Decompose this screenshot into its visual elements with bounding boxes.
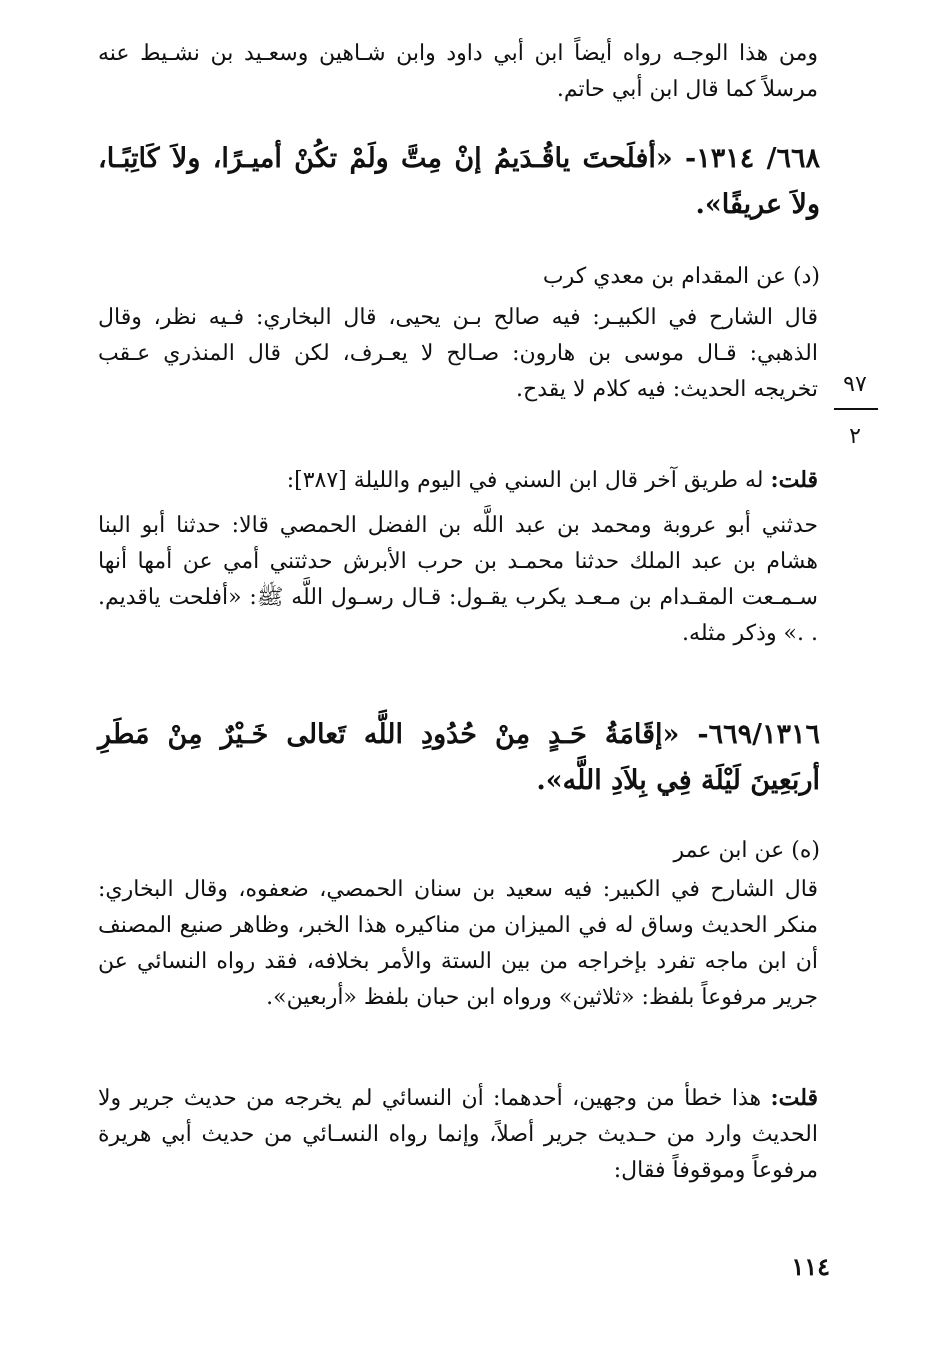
intro-paragraph: ومن هذا الوجـه رواه أيضاً ابن أبي داود وابن شـاهين وسعـيد بن نشـيط عنه مرسلاً كما قال ابن أبي حاتم. bbox=[98, 41, 818, 102]
margin-divider bbox=[834, 408, 878, 410]
commentary-668: قال الشارح في الكبيـر: فيه صالح بـن يحيى، قال البخاري: فـيه نظر، وقال الذهبي: قـال موسى بن هارون: صـالح لا يعـرف، لكن قال المنذري عـقب تخريجه الحديث: فيه كلام لا يقدح. bbox=[98, 305, 818, 402]
qultu-text: له طريق آخر قال ابن السني في اليوم والليلة [٣٨٧]: bbox=[286, 468, 771, 493]
isnad-paragraph: حدثني أبو عروبة ومحمد بن عبد اللَّه بن الفضل الحمصي قالا: حدثنا أبو البنا هشام بن عبد الملك حدثنا محمـد بن حرب الأبرش حدثتني أمي عن أمها أنها سـمـعت المقـدام بن مـعـد يكرب يقـول: قـال رسـول اللَّه ﷺ: «أفلحت ياقديم. . .» وذكر مثله. bbox=[98, 513, 818, 646]
margin-volume-page-top: ٩٧ bbox=[843, 372, 867, 397]
qultu-text: هذا خطأ من وجهين، أحدهما: أن النسائي لم يخرجه من حديث جرير ولا الحديث وارد من حـديث جرير أصلاً، وإنما رواه النسـائي من حديث أبي هريرة مرفوعاً وموقوفاً فقال: bbox=[98, 1086, 818, 1183]
hadith-668: ٦٦٨/ ١٣١٤- «أفلَحتَ ياقُـدَيمُ إنْ مِتَّ ولَمْ تكُنْ أميـرًا، ولاَ كَاتِبًـا، ولاَ عريفًا». bbox=[98, 143, 820, 220]
qultu-label: قلت: bbox=[770, 1085, 818, 1111]
qultu-label: قلت: bbox=[770, 467, 818, 493]
qultu-note-2 bbox=[98, 1080, 818, 1189]
hadith-669-source: (ه) عن ابن عمر bbox=[673, 838, 820, 863]
page-number: ١١٤ bbox=[791, 1252, 830, 1281]
commentary-669: قال الشارح في الكبير: فيه سعيد بن سنان الحمصي، ضعفوه، وقال البخاري: منكر الحديث وساق له في الميزان من مناكيره هذا الخبر، وظاهر صنيع المصنف أن ابن ماجه تفرد بإخراجه من بين الستة والأمر بخلافه، فقد رواه النسائي عن جرير مرفوعاً بلفظ: «ثلاثين» ورواه ابن حبان بلفظ «أربعين». bbox=[98, 877, 818, 1010]
hadith-669: ٦٦٩/١٣١٦- «إقَامَةُ حَـدٍ مِنْ حُدُودِ اللَّه تَعالى خَـيْرٌ مِنْ مَطَرِ أربَعِينَ لَيْلَة فِي بِلاَدِ اللَّه». bbox=[98, 719, 820, 796]
margin-volume-page-bottom: ٢ bbox=[849, 424, 861, 449]
qultu-note-1 bbox=[98, 462, 818, 499]
hadith-668-source: (د) عن المقدام بن معدي كرب bbox=[542, 264, 820, 289]
